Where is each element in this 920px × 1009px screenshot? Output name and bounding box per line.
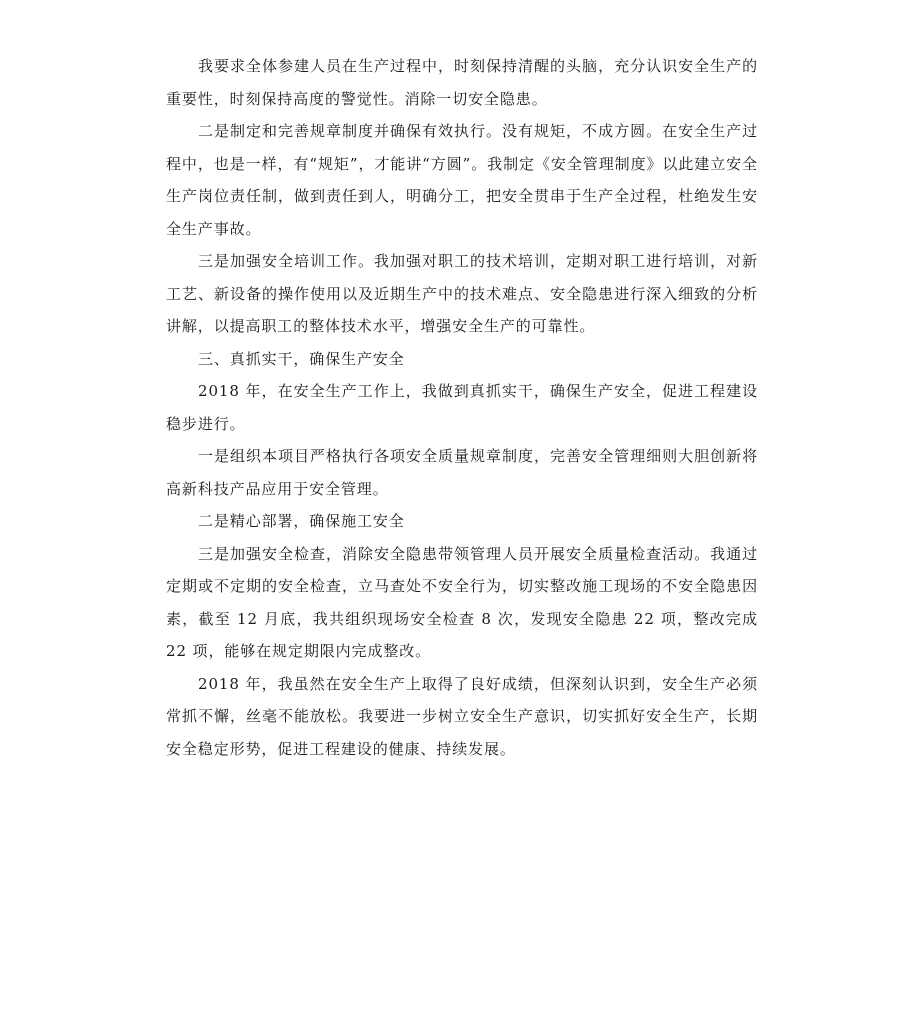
paragraph-2: 二是制定和完善规章制度并确保有效执行。没有规矩，不成方圆。在安全生产过程中，也是一样，有“规矩”，才能讲“方圆”。我制定《安全管理制度》以此建立安全生产岗位责任制，做到责任到人，明确分工，把安全贯串于生产全过程，杜绝发生安全生产事故。 <box>166 122 758 238</box>
document-body <box>166 50 758 765</box>
paragraph-3: 三是加强安全培训工作。我加强对职工的技术培训，定期对职工进行培训，对新工艺、新设备的操作使用以及近期生产中的技术难点、安全隐患进行深入细致的分析讲解，以提高职工的整体技术水平，增强安全生产的可靠性。 <box>166 252 758 335</box>
paragraph-8: 2018 年，我虽然在安全生产上取得了良好成绩，但深刻认识到，安全生产必须常抓不懈，丝毫不能放松。我要进一步树立安全生产意识，切实抓好安全生产，长期安全稳定形势，促进工程建设的健康、持续发展。 <box>166 674 758 758</box>
section-heading: 三、真抓实干，确保生产安全 <box>198 349 405 368</box>
paragraph-4: 2018 年，在安全生产工作上，我做到真抓实干，确保生产安全，促进工程建设稳步进行。 <box>166 382 758 433</box>
paragraph-5: 一是组织本项目严格执行各项安全质量规章制度，完善安全管理细则大胆创新将高新科技产品应用于安全管理。 <box>166 447 758 498</box>
paragraph-6: 二是精心部署，确保施工安全 <box>198 512 405 530</box>
paragraph-1: 我要求全体参建人员在生产过程中，时刻保持清醒的头脑，充分认识安全生产的重要性，时刻保持高度的警觉性。消除一切安全隐患。 <box>166 57 758 108</box>
paragraph-7: 三是加强安全检查，消除安全隐患带领管理人员开展安全质量检查活动。我通过定期或不定期的安全检查，立马查处不安全行为，切实整改施工现场的不安全隐患因素，截至 12 月底，我共组织现场安全检查 8 次，发现安全隐患 22 项，整改完成 22 项，能够在规定期限内完成整改。 <box>166 544 758 660</box>
